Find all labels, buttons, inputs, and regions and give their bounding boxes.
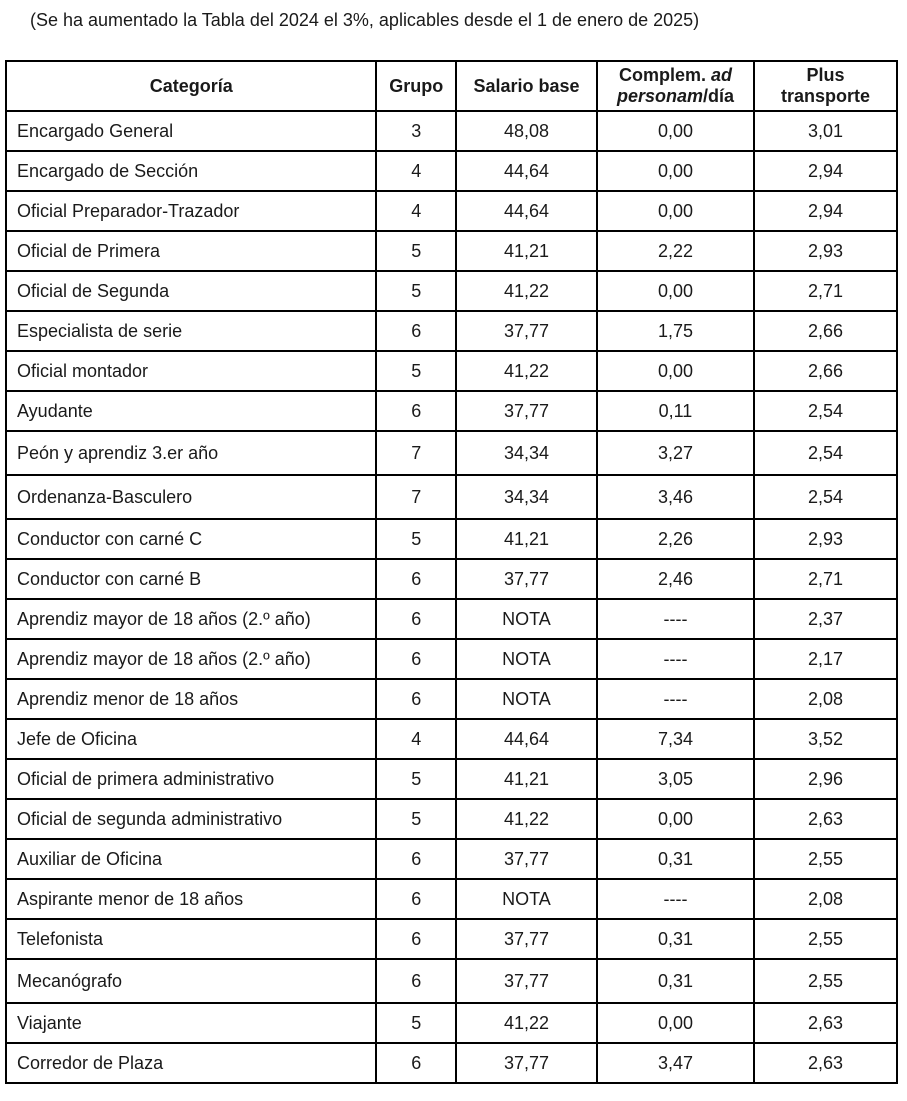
cell-grupo: 7 [376,475,456,519]
cell-plus-transporte: 2,63 [754,1003,897,1043]
cell-plus-transporte: 2,93 [754,519,897,559]
cell-grupo: 6 [376,391,456,431]
cell-complem-ad-personam: 0,00 [597,191,754,231]
table-row [6,599,897,639]
cell-salario-base: 37,77 [456,311,597,351]
cell-categoria: Especialista de serie [6,311,376,351]
cell-plus-transporte: 2,54 [754,391,897,431]
cell-salario-base: 41,22 [456,1003,597,1043]
cell-salario-base: 41,22 [456,271,597,311]
cell-complem-ad-personam: ---- [597,679,754,719]
cell-categoria: Aprendiz menor de 18 años [6,679,376,719]
cell-grupo: 5 [376,759,456,799]
table-note: (Se ha aumentado la Tabla del 2024 el 3%, aplicables desde el 1 de enero de 2025) [30,10,700,30]
cell-grupo: 5 [376,351,456,391]
cell-grupo: 6 [376,599,456,639]
cell-categoria: Telefonista [6,919,376,959]
table-row [6,191,897,231]
cell-categoria: Aprendiz mayor de 18 años (2.º año) [6,639,376,679]
cell-complem-ad-personam: 0,11 [597,391,754,431]
cell-categoria: Conductor con carné B [6,559,376,599]
cell-categoria: Corredor de Plaza [6,1043,376,1083]
table-row [6,1043,897,1083]
cell-grupo: 6 [376,559,456,599]
cell-plus-transporte: 2,55 [754,959,897,1003]
cell-plus-transporte: 2,37 [754,599,897,639]
cell-plus-transporte: 2,94 [754,151,897,191]
cell-complem-ad-personam: 1,75 [597,311,754,351]
cell-plus-transporte: 2,54 [754,431,897,475]
cell-grupo: 4 [376,191,456,231]
cell-grupo: 6 [376,959,456,1003]
cell-grupo: 6 [376,639,456,679]
salary-table [5,60,898,1084]
table-row [6,799,897,839]
cell-complem-ad-personam: 0,00 [597,271,754,311]
cell-categoria: Conductor con carné C [6,519,376,559]
cell-plus-transporte: 2,66 [754,351,897,391]
cell-plus-transporte: 2,71 [754,559,897,599]
cell-grupo: 4 [376,719,456,759]
cell-grupo: 5 [376,1003,456,1043]
table-row [6,559,897,599]
cell-complem-ad-personam: 0,00 [597,351,754,391]
cell-complem-ad-personam: 0,31 [597,959,754,1003]
cell-complem-ad-personam: ---- [597,599,754,639]
table-row [6,519,897,559]
cell-plus-transporte: 2,63 [754,799,897,839]
cell-categoria: Viajante [6,1003,376,1043]
table-row [6,475,897,519]
cell-categoria: Oficial de primera administrativo [6,759,376,799]
cell-grupo: 6 [376,839,456,879]
cell-salario-base: 41,22 [456,799,597,839]
cell-plus-transporte: 2,55 [754,839,897,879]
cell-plus-transporte: 3,01 [754,111,897,151]
cell-categoria: Oficial de Primera [6,231,376,271]
cell-salario-base: 37,77 [456,391,597,431]
table-row [6,959,897,1003]
cell-complem-ad-personam: 3,27 [597,431,754,475]
cell-grupo: 6 [376,311,456,351]
cell-plus-transporte: 2,94 [754,191,897,231]
cell-complem-ad-personam: 0,00 [597,111,754,151]
cell-grupo: 3 [376,111,456,151]
cell-complem-ad-personam: 3,46 [597,475,754,519]
header-plus-transporte: Plus transporte [754,61,897,111]
cell-complem-ad-personam: 2,46 [597,559,754,599]
cell-categoria: Ayudante [6,391,376,431]
cell-complem-ad-personam: 0,31 [597,919,754,959]
cell-complem-ad-personam: 2,22 [597,231,754,271]
cell-complem-ad-personam: 0,00 [597,1003,754,1043]
table-row [6,719,897,759]
cell-categoria: Ordenanza-Basculero [6,475,376,519]
cell-salario-base: 37,77 [456,559,597,599]
table-row [6,311,897,351]
cell-categoria: Peón y aprendiz 3.er año [6,431,376,475]
table-row [6,151,897,191]
cell-plus-transporte: 2,96 [754,759,897,799]
cell-salario-base: 41,21 [456,759,597,799]
cell-plus-transporte: 2,08 [754,879,897,919]
cell-salario-base: 48,08 [456,111,597,151]
cell-salario-base: 37,77 [456,839,597,879]
table-header-row [6,61,897,111]
cell-grupo: 5 [376,271,456,311]
table-row [6,679,897,719]
cell-salario-base: 41,21 [456,231,597,271]
cell-grupo: 6 [376,879,456,919]
cell-complem-ad-personam: ---- [597,879,754,919]
cell-complem-ad-personam: 2,26 [597,519,754,559]
header-complem-ad-personam: Complem. ad personam/día [597,61,754,111]
cell-categoria: Oficial Preparador-Trazador [6,191,376,231]
cell-salario-base: 37,77 [456,919,597,959]
cell-categoria: Mecanógrafo [6,959,376,1003]
cell-salario-base: NOTA [456,679,597,719]
table-row [6,111,897,151]
cell-grupo: 7 [376,431,456,475]
cell-plus-transporte: 2,08 [754,679,897,719]
cell-plus-transporte: 2,55 [754,919,897,959]
cell-salario-base: NOTA [456,639,597,679]
cell-categoria: Jefe de Oficina [6,719,376,759]
cell-categoria: Auxiliar de Oficina [6,839,376,879]
cell-grupo: 5 [376,519,456,559]
table-row [6,919,897,959]
cell-salario-base: 41,21 [456,519,597,559]
table-row [6,1003,897,1043]
cell-complem-ad-personam: 0,31 [597,839,754,879]
cell-salario-base: 41,22 [456,351,597,391]
cell-categoria: Oficial de Segunda [6,271,376,311]
table-row [6,391,897,431]
cell-grupo: 5 [376,231,456,271]
cell-complem-ad-personam: ---- [597,639,754,679]
cell-salario-base: 34,34 [456,431,597,475]
cell-categoria: Encargado de Sección [6,151,376,191]
cell-salario-base: 37,77 [456,959,597,1003]
cell-complem-ad-personam: 0,00 [597,799,754,839]
cell-salario-base: NOTA [456,879,597,919]
table-row [6,759,897,799]
table-row [6,879,897,919]
table-row [6,839,897,879]
cell-grupo: 6 [376,679,456,719]
cell-plus-transporte: 2,71 [754,271,897,311]
cell-plus-transporte: 2,17 [754,639,897,679]
cell-categoria: Encargado General [6,111,376,151]
cell-grupo: 6 [376,1043,456,1083]
header-categoria: Categoría [6,61,376,111]
cell-plus-transporte: 2,63 [754,1043,897,1083]
cell-salario-base: 34,34 [456,475,597,519]
cell-plus-transporte: 2,54 [754,475,897,519]
table-row [6,231,897,271]
cell-salario-base: 44,64 [456,191,597,231]
cell-categoria: Aspirante menor de 18 años [6,879,376,919]
cell-salario-base: NOTA [456,599,597,639]
header-grupo: Grupo [376,61,456,111]
cell-complem-ad-personam: 7,34 [597,719,754,759]
cell-categoria: Aprendiz mayor de 18 años (2.º año) [6,599,376,639]
cell-plus-transporte: 2,93 [754,231,897,271]
cell-grupo: 5 [376,799,456,839]
table-row [6,639,897,679]
cell-complem-ad-personam: 3,05 [597,759,754,799]
header-salario-base: Salario base [456,61,597,111]
cell-categoria: Oficial montador [6,351,376,391]
table-row [6,431,897,475]
cell-grupo: 4 [376,151,456,191]
cell-grupo: 6 [376,919,456,959]
cell-salario-base: 44,64 [456,151,597,191]
cell-complem-ad-personam: 0,00 [597,151,754,191]
table-row [6,271,897,311]
cell-plus-transporte: 2,66 [754,311,897,351]
cell-salario-base: 37,77 [456,1043,597,1083]
cell-categoria: Oficial de segunda administrativo [6,799,376,839]
cell-salario-base: 44,64 [456,719,597,759]
table-row [6,351,897,391]
cell-plus-transporte: 3,52 [754,719,897,759]
cell-complem-ad-personam: 3,47 [597,1043,754,1083]
